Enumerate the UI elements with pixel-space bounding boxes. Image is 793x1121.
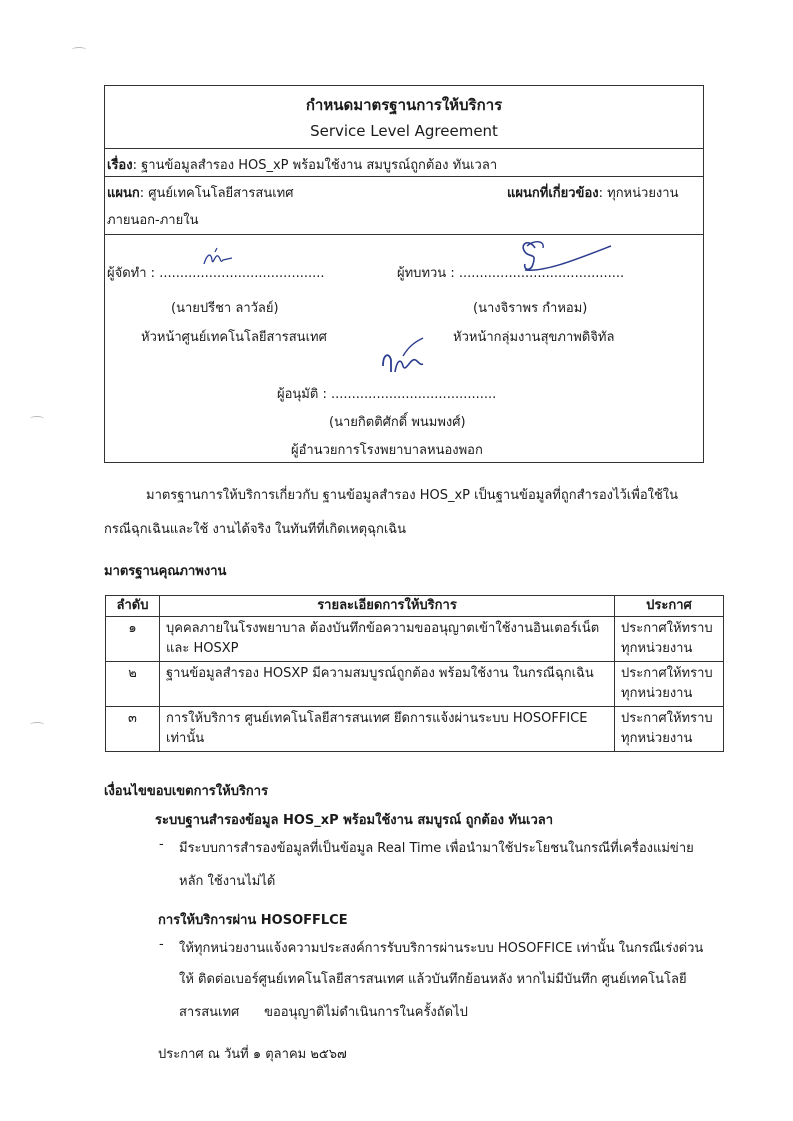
table-row [106, 617, 724, 662]
related-text: : ทุกหน่วยงาน [598, 186, 679, 201]
reviewer-signature [515, 234, 625, 282]
quality-heading: มาตรฐานคุณภาพงาน [104, 564, 227, 579]
subject-label: เรื่อง [107, 158, 133, 173]
title-english: Service Level Agreement [310, 122, 498, 140]
reviewer-dots: ........................................ [458, 266, 625, 281]
divider [105, 176, 703, 177]
related-text-continued: ภายนอก-ภายใน [107, 213, 199, 228]
approver-name: (นายกิตติศักดิ์ พนมพงศ์) [329, 415, 466, 430]
scan-mark [72, 47, 86, 52]
divider [105, 148, 703, 149]
conditions-sub2-line-1: ให้ทุกหน่วยงานแจ้งความประสงค์การรับบริการผ่านระบบ HOSOFFICE เท่านั้น ในกรณีเร่งด่วน [179, 941, 704, 956]
row-notice [615, 707, 724, 752]
row-detail [160, 617, 615, 662]
row-detail-line: ฐานข้อมูลสำรอง HOSXP มีความสมบูรณ์ถูกต้อง พร้อมใช้งาน ในกรณีฉุกเฉิน [166, 666, 594, 681]
related-label: แผนกที่เกี่ยวข้อง [507, 186, 599, 201]
conditions-sub1-line-1: มีระบบการสำรองข้อมูลที่เป็นข้อมูล Real Time เพื่อนำมาใช้ประโยชนในกรณีที่เครื่องแม่ข่าย [179, 841, 694, 856]
department-label: แผนก [107, 186, 140, 201]
row-no: ๑ [106, 617, 160, 662]
row-notice-line: ประกาศให้ทราบ [621, 621, 713, 636]
header-no: ลำดับ [106, 596, 160, 617]
conditions-heading: เงื่อนไขขอบเขตการให้บริการ [104, 784, 269, 799]
header-notice: ประกาศ [615, 596, 724, 617]
department-row [107, 182, 293, 203]
announcement-date: ประกาศ ณ วันที่ ๑ ตุลาคม ๒๕๖๗ [158, 1047, 347, 1062]
row-notice [615, 662, 724, 707]
row-detail [160, 662, 615, 707]
approver-position: ผู้อำนวยการโรงพยาบาลหนองพอก [291, 443, 483, 458]
row-notice-line: ทุกหน่วยงาน [621, 731, 693, 746]
approver-line [277, 383, 496, 404]
row-notice-line: ทุกหน่วยงาน [621, 686, 693, 701]
bullet-dash: - [159, 837, 164, 852]
conditions-sub2-line-3: สารสนเทศ ขออนุญาติไม่ดำเนินการในครั้งถัดไป [179, 1005, 468, 1020]
row-detail-line: และ HOSXP [166, 641, 239, 656]
scan-mark [30, 416, 44, 421]
scan-mark [30, 722, 44, 727]
row-notice [615, 617, 724, 662]
header-detail: รายละเอียดการให้บริการ [160, 596, 615, 617]
preparer-name: (นายปรีชา ลาวัลย์) [171, 301, 279, 316]
conditions-sub1-title: ระบบฐานสำรองข้อมูล HOS_xP พร้อมใช้งาน สมบูรณ์ ถูกต้อง ทันเวลา [155, 813, 554, 828]
row-detail-line: เท่านั้น [166, 731, 205, 746]
reviewer-name: (นางจิราพร กำหอม) [473, 301, 588, 316]
header-box [104, 85, 704, 463]
table-row [106, 662, 724, 707]
row-detail-line: บุคคลภายในโรงพยาบาล ต้องบันทึกข้อความขออนุญาตเข้าใช้งานอินเตอร์เน็ต [166, 621, 600, 636]
reviewer-label: ผู้ทบทวน : [397, 266, 455, 281]
preparer-dots: ........................................ [159, 266, 325, 281]
row-detail [160, 707, 615, 752]
row-notice-line: ทุกหน่วยงาน [621, 641, 693, 656]
subject-text: : ฐานข้อมูลสำรอง HOS_xP พร้อมใช้งาน สมบูรณ์ถูกต้อง ทันเวลา [132, 158, 498, 173]
intro-line-1: มาตรฐานการให้บริการเกี่ยวกับ ฐานข้อมูลสำรอง HOS_xP เป็นฐานข้อมูลที่ถูกสำรองไว้เพื่อใช้ใน [146, 488, 679, 503]
row-notice-line: ประกาศให้ทราบ [621, 711, 713, 726]
row-detail-line: การให้บริการ ศูนย์เทคโนโลยีสารสนเทศ ยึดการแจ้งผ่านระบบ HOSOFFICE [166, 711, 588, 726]
row-no: ๒ [106, 662, 160, 707]
approver-dots: ........................................ [330, 387, 497, 402]
row-notice-line: ประกาศให้ทราบ [621, 666, 713, 681]
preparer-position: หัวหน้าศูนย์เทคโนโลยีสารสนเทศ [141, 330, 327, 345]
table-row [106, 707, 724, 752]
preparer-signature [201, 246, 237, 274]
conditions-sub1-line-2: หลัก ใช้งานไม่ได้ [179, 874, 276, 889]
preparer-label: ผู้จัดทำ : [107, 266, 156, 281]
title-thai: กำหนดมาตรฐานการให้บริการ [305, 96, 503, 114]
conditions-sub2-title: การให้บริการผ่าน HOSOFFLCE [158, 913, 348, 928]
intro-line-2: กรณีฉุกเฉินและใช้ งานได้จริง ในทันทีที่เกิดเหตุฉุกเฉิน [104, 522, 407, 537]
conditions-sub2-line-2: ให้ ติดต่อเบอร์ศูนย์เทคโนโลยีสารสนเทศ แล้วบันทึกย้อนหลัง หากไม่มีบันทึก ศูนย์เทคโนโลยี [179, 972, 687, 987]
service-table [105, 595, 724, 752]
bullet-dash: - [159, 937, 164, 952]
row-no: ๓ [106, 707, 160, 752]
subject-row [107, 154, 497, 175]
reviewer-position: หัวหน้ากลุ่มงานสุขภาพดิจิทัล [453, 330, 615, 345]
approver-label: ผู้อนุมัติ : [277, 387, 327, 402]
table-header-row [106, 596, 724, 617]
department-text: : ศูนย์เทคโนโลยีสารสนเทศ [139, 186, 294, 201]
approver-signature [379, 336, 439, 384]
related-department-row [507, 182, 678, 203]
